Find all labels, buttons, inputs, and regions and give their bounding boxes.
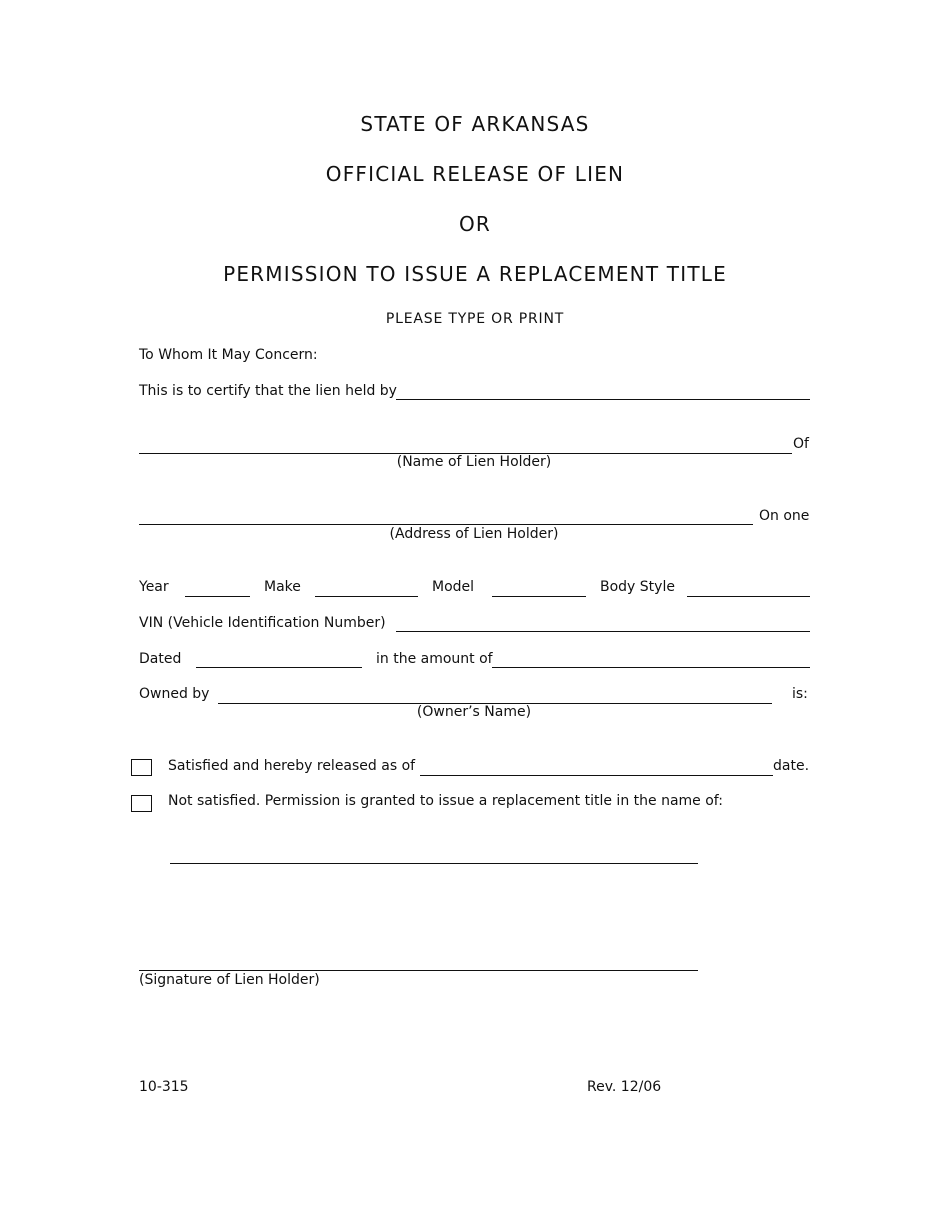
form-title: OFFICIAL RELEASE OF LIEN xyxy=(325,162,625,186)
lien-holder-address-caption: (Address of Lien Holder) xyxy=(389,526,559,542)
of-label: Of xyxy=(793,436,809,452)
or-heading: OR xyxy=(458,212,492,236)
signature-caption: (Signature of Lien Holder) xyxy=(139,972,320,988)
satisfied-label: Satisfied and hereby released as of xyxy=(168,758,416,774)
make-label: Make xyxy=(264,579,301,595)
body-style-field[interactable] xyxy=(687,596,810,597)
year-field[interactable] xyxy=(185,596,250,597)
lien-holder-name-caption: (Name of Lien Holder) xyxy=(396,454,552,470)
not-satisfied-checkbox[interactable] xyxy=(131,795,152,812)
salutation: To Whom It May Concern: xyxy=(139,347,318,363)
lien-held-by-field[interactable] xyxy=(396,399,810,400)
vin-label: VIN (Vehicle Identification Number) xyxy=(139,615,386,631)
model-field[interactable] xyxy=(492,596,586,597)
is-label: is: xyxy=(792,686,808,702)
form-number: 10-315 xyxy=(139,1079,189,1095)
form-subtitle: PERMISSION TO ISSUE A REPLACEMENT TITLE xyxy=(223,262,727,286)
state-heading: STATE OF ARKANSAS xyxy=(360,112,590,136)
date-label: date. xyxy=(773,758,810,774)
not-satisfied-label: Not satisfied. Permission is granted to issue a replacement title in the name of: xyxy=(168,793,723,809)
amount-label: in the amount of xyxy=(376,651,493,667)
replacement-title-name-field[interactable] xyxy=(170,863,698,864)
make-field[interactable] xyxy=(315,596,418,597)
dated-label: Dated xyxy=(139,651,182,667)
revision-date: Rev. 12/06 xyxy=(587,1079,662,1095)
dated-field[interactable] xyxy=(196,667,362,668)
type-or-print-instruction: PLEASE TYPE OR PRINT xyxy=(385,311,565,327)
year-label: Year xyxy=(139,579,169,595)
on-one-label: On one xyxy=(759,508,810,524)
body-style-label: Body Style xyxy=(600,579,675,595)
owner-name-caption: (Owner’s Name) xyxy=(416,704,532,720)
release-date-field[interactable] xyxy=(420,775,773,776)
model-label: Model xyxy=(432,579,475,595)
amount-field[interactable] xyxy=(492,667,810,668)
vin-field[interactable] xyxy=(396,631,810,632)
satisfied-checkbox[interactable] xyxy=(131,759,152,776)
owned-by-label: Owned by xyxy=(139,686,210,702)
certify-label: This is to certify that the lien held by xyxy=(139,383,397,399)
